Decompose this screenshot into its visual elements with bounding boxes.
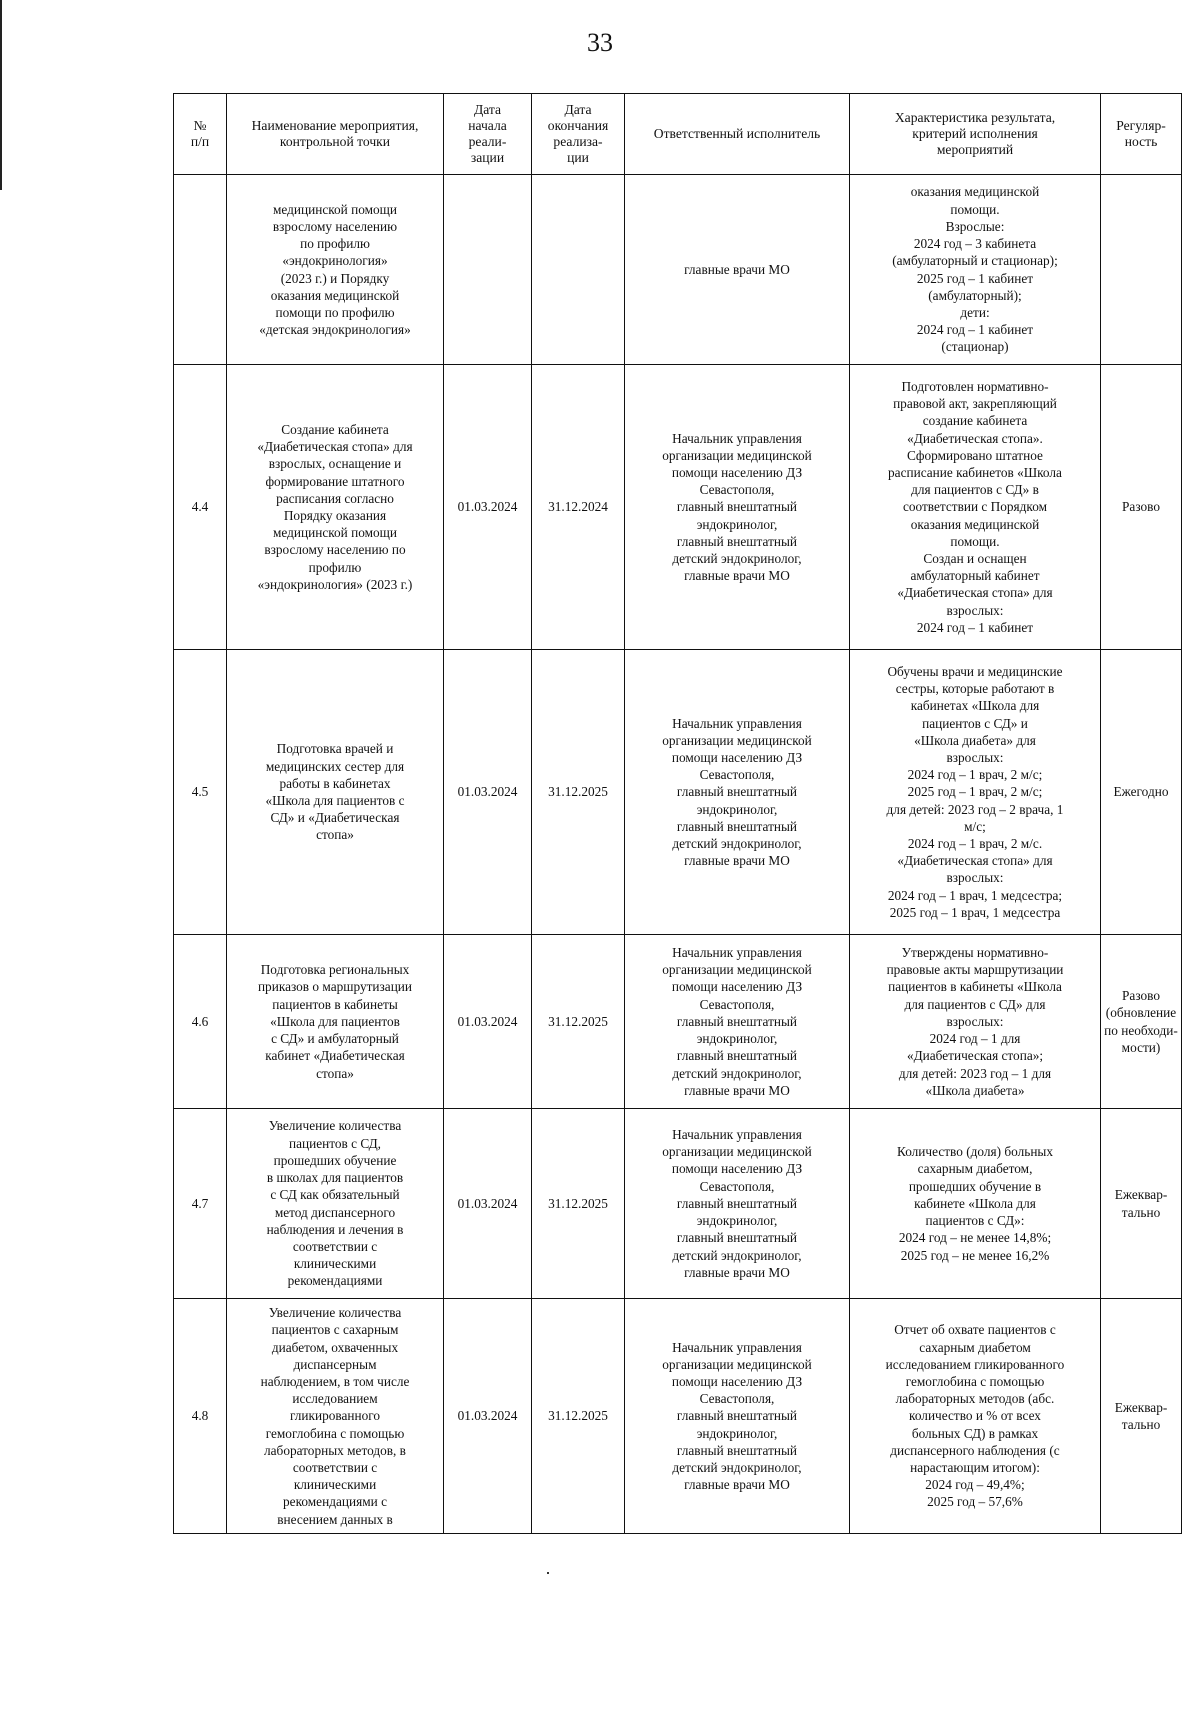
cell-start-date — [444, 175, 532, 365]
cell-name: медицинской помощи взрослому населению по профилю «эндокринология» (2023 г.) и Порядку оказания медицинской помощи по профилю «детская эндокринология» — [227, 175, 444, 365]
cell-start-date: 01.03.2024 — [444, 1109, 532, 1299]
cell-regularity: Разово — [1101, 365, 1182, 650]
cell-result: Подготовлен нормативно- правовой акт, закрепляющий создание кабинета «Диабетическая стопа». Сформировано штатное расписание кабинетов «Школа для пациентов с СД» в соответствии с Порядком оказания медицинской помощи. Создан и оснащен амбулаторный кабинет «Диабетическая стопа» для взрослых: 2024 год – 1 кабинет — [850, 365, 1101, 650]
cell-num: 4.5 — [174, 650, 227, 935]
cell-start-date: 01.03.2024 — [444, 1299, 532, 1534]
table-row — [174, 175, 1182, 365]
cell-regularity: Ежеквар- тально — [1101, 1109, 1182, 1299]
cell-responsible: Начальник управления организации медицинской помощи населению ДЗ Севастополя, главный внештатный эндокринолог, главный внештатный детский эндокринолог, главные врачи МО — [625, 1109, 850, 1299]
cell-name: Увеличение количества пациентов с сахарным диабетом, охваченных диспансерным наблюдением, в том числе исследованием гликированного гемоглобина с помощью лабораторных методов, в соответствии с клиническими рекомендациями с внесением данных в — [227, 1299, 444, 1534]
cell-end-date: 31.12.2025 — [532, 935, 625, 1109]
header-end-date: Дата окончания реализа- ции — [532, 94, 625, 175]
header-num: № п/п — [174, 94, 227, 175]
cell-responsible: Начальник управления организации медицинской помощи населению ДЗ Севастополя, главный внештатный эндокринолог, главный внештатный детский эндокринолог, главные врачи МО — [625, 1299, 850, 1534]
activities-table — [173, 93, 1182, 1534]
header-result: Характеристика результата, критерий исполнения мероприятий — [850, 94, 1101, 175]
cell-result: Утверждены нормативно- правовые акты маршрутизации пациентов в кабинеты «Школа для пациентов с СД» для взрослых: 2024 год – 1 для «Диабетическая стопа»; для детей: 2023 год – 1 для «Школа диабета» — [850, 935, 1101, 1109]
table-row — [174, 1109, 1182, 1299]
cell-num: 4.8 — [174, 1299, 227, 1534]
table-row — [174, 935, 1182, 1109]
cell-result: Отчет об охвате пациентов с сахарным диабетом исследованием гликированного гемоглобина с помощью лабораторных методов (абс. количество и % от всех больных СД) в рамках диспансерного наблюдения (с нарастающим итогом): 2024 год – 49,4%; 2025 год – 57,6% — [850, 1299, 1101, 1534]
scan-speck — [547, 1572, 549, 1574]
cell-name: Подготовка региональных приказов о маршрутизации пациентов в кабинеты «Школа для пациентов с СД» и амбулаторный кабинет «Диабетическая стопа» — [227, 935, 444, 1109]
cell-start-date: 01.03.2024 — [444, 935, 532, 1109]
cell-end-date: 31.12.2024 — [532, 365, 625, 650]
cell-result: Обучены врачи и медицинские сестры, которые работают в кабинетах «Школа для пациентов с СД» и «Школа диабета» для взрослых: 2024 год – 1 врач, 2 м/с; 2025 год – 1 врач, 2 м/с; для детей: 2023 год – 2 врача, 1 м/с; 2024 год – 1 врач, 2 м/с. «Диабетическая стопа» для взрослых: 2024 год – 1 врач, 1 медсестра; 2025 год – 1 врач, 1 медсестра — [850, 650, 1101, 935]
cell-start-date: 01.03.2024 — [444, 650, 532, 935]
cell-regularity — [1101, 175, 1182, 365]
cell-regularity: Разово (обновление по необходи- мости) — [1101, 935, 1182, 1109]
cell-name: Создание кабинета «Диабетическая стопа» для взрослых, оснащение и формирование штатного расписания согласно Порядку оказания медицинской помощи взрослому населению по профилю «эндокринология» (2023 г.) — [227, 365, 444, 650]
table-row — [174, 1299, 1182, 1534]
header-start-date: Дата начала реали- зации — [444, 94, 532, 175]
cell-regularity: Ежегодно — [1101, 650, 1182, 935]
cell-responsible: Начальник управления организации медицинской помощи населению ДЗ Севастополя, главный внештатный эндокринолог, главный внештатный детский эндокринолог, главные врачи МО — [625, 650, 850, 935]
header-name: Наименование мероприятия, контрольной точки — [227, 94, 444, 175]
page-number: 33 — [587, 28, 613, 57]
cell-end-date: 31.12.2025 — [532, 1109, 625, 1299]
cell-end-date: 31.12.2025 — [532, 650, 625, 935]
table-row — [174, 650, 1182, 935]
cell-regularity: Ежеквар- тально — [1101, 1299, 1182, 1534]
cell-end-date: 31.12.2025 — [532, 1299, 625, 1534]
cell-responsible: главные врачи МО — [625, 175, 850, 365]
cell-name: Подготовка врачей и медицинских сестер для работы в кабинетах «Школа для пациентов с СД» и «Диабетическая стопа» — [227, 650, 444, 935]
cell-responsible: Начальник управления организации медицинской помощи населению ДЗ Севастополя, главный внештатный эндокринолог, главный внештатный детский эндокринолог, главные врачи МО — [625, 935, 850, 1109]
cell-name: Увеличение количества пациентов с СД, прошедших обучение в школах для пациентов с СД как обязательный метод диспансерного наблюдения и лечения в соответствии с клиническими рекомендациями — [227, 1109, 444, 1299]
cell-num — [174, 175, 227, 365]
cell-num: 4.4 — [174, 365, 227, 650]
header-regularity: Регуляр- ность — [1101, 94, 1182, 175]
cell-num: 4.7 — [174, 1109, 227, 1299]
header-responsible: Ответственный исполнитель — [625, 94, 850, 175]
cell-end-date — [532, 175, 625, 365]
table-row — [174, 365, 1182, 650]
cell-result: Количество (доля) больных сахарным диабетом, прошедших обучение в кабинете «Школа для пациентов с СД»: 2024 год – не менее 14,8%; 2025 год – не менее 16,2% — [850, 1109, 1101, 1299]
cell-result: оказания медицинской помощи. Взрослые: 2024 год – 3 кабинета (амбулаторный и стационар); 2025 год – 1 кабинет (амбулаторный); дети: 2024 год – 1 кабинет (стационар) — [850, 175, 1101, 365]
cell-num: 4.6 — [174, 935, 227, 1109]
cell-responsible: Начальник управления организации медицинской помощи населению ДЗ Севастополя, главный внештатный эндокринолог, главный внештатный детский эндокринолог, главные врачи МО — [625, 365, 850, 650]
table-header-row — [174, 94, 1182, 175]
cell-start-date: 01.03.2024 — [444, 365, 532, 650]
